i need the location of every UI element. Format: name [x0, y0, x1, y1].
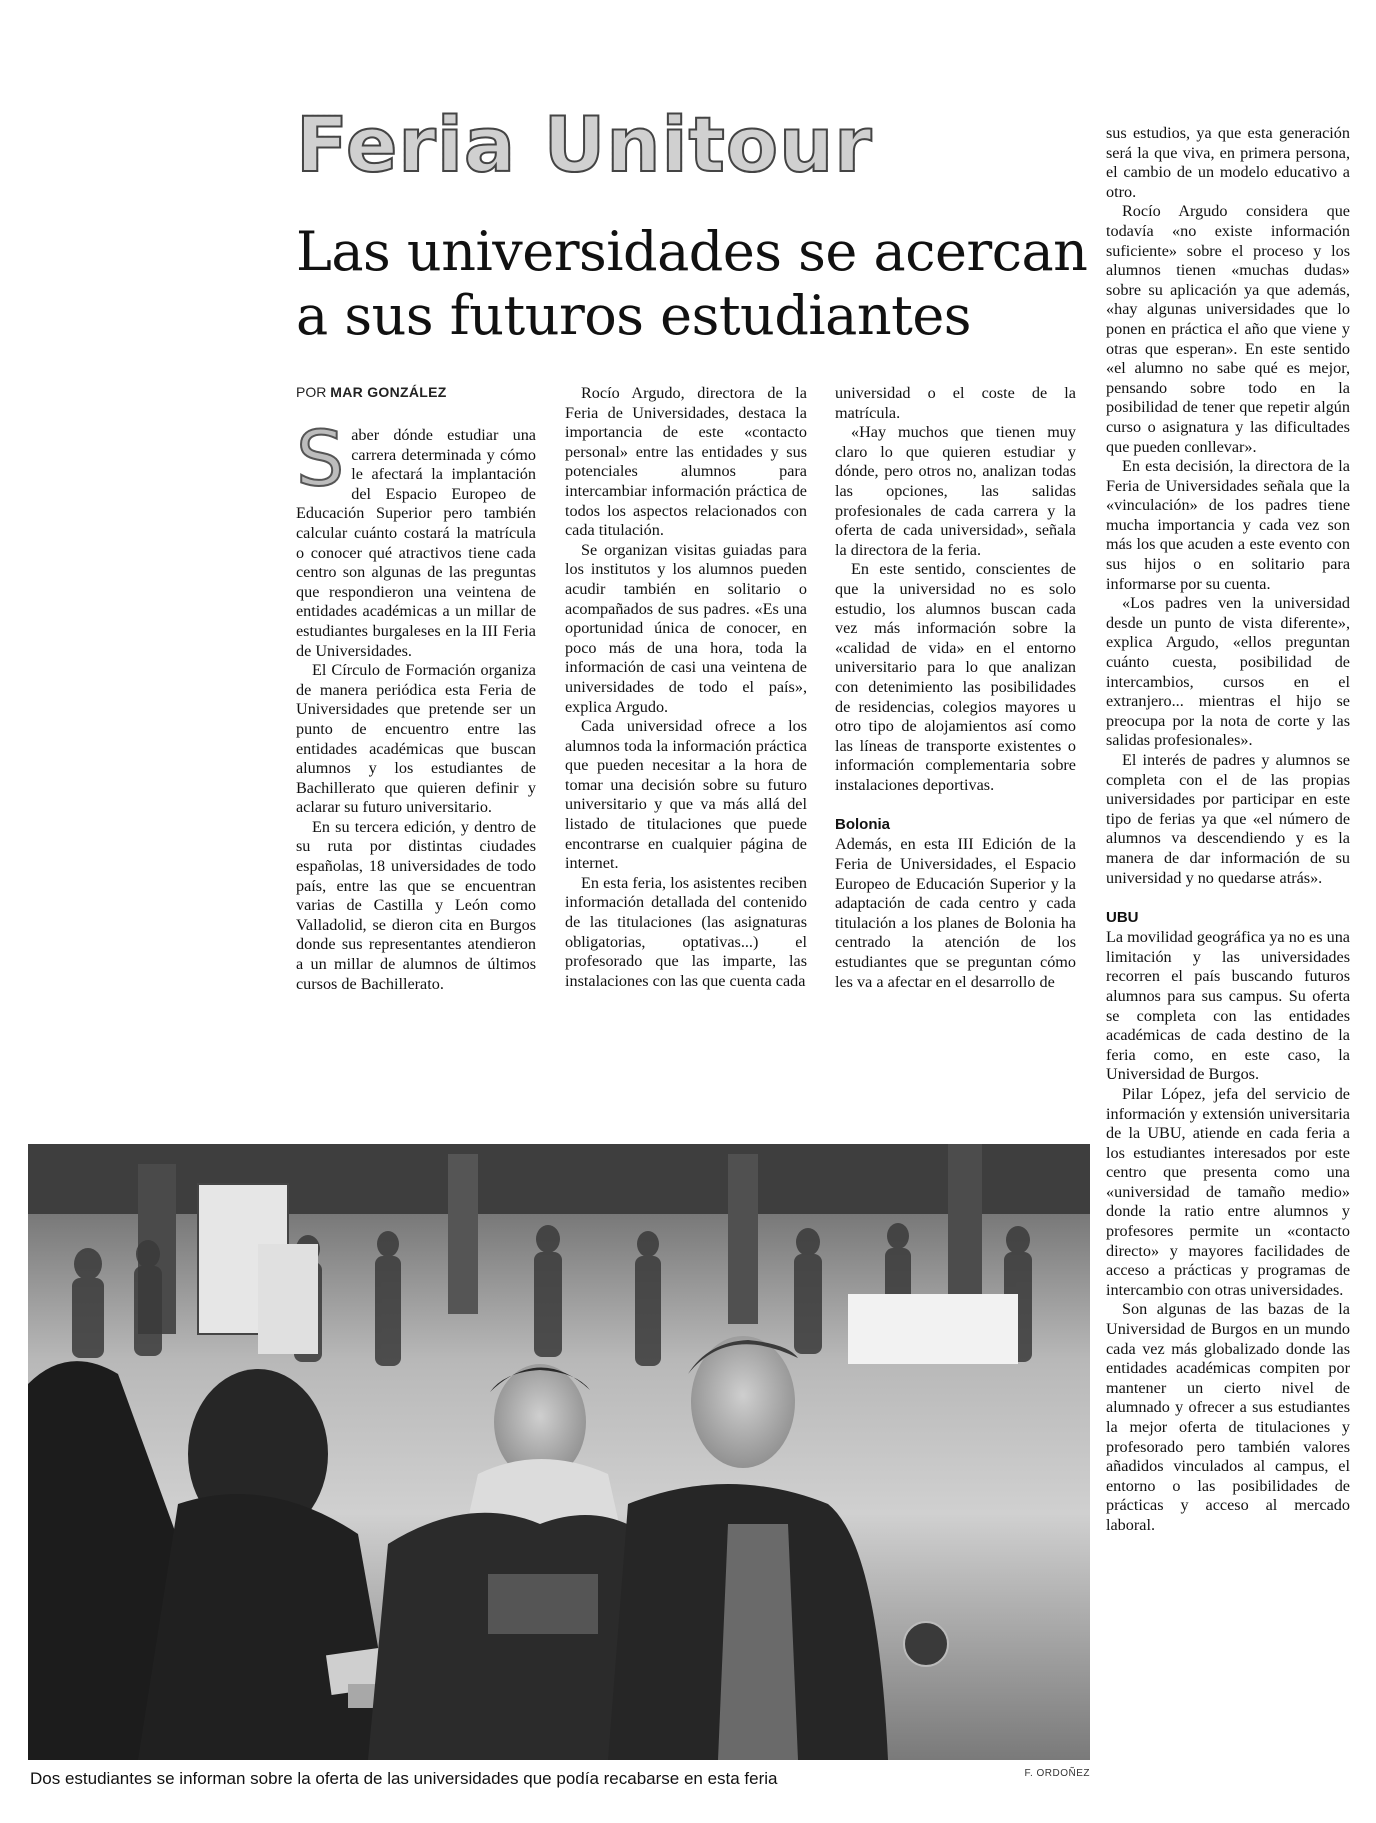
paragraph-text: aber dónde estudiar una carrera determinada y cómo le afectará la implantación del Espacio Europeo de Educación Superior pero también calcular cuánto costará la matrícula o conocer qué atractivos tiene cada centro son algunas de las preguntas que respondieron una veintena de entidades académicas a un millar de estudiantes burgaleses en la III Feria de Universidades. — [296, 426, 536, 660]
paragraph: En esta decisión, la directora de la Feria de Universidades señala que la «vinculación» de los padres tiene mucha importancia y cada vez son más los que acuden a este evento con sus hijos o en solitario para informarse por su cuenta. — [1106, 457, 1350, 593]
paragraph: Pilar López, jefa del servicio de información y extensión universitaria de la UBU, atiende en cada feria a los estudiantes interesados por este centro que presenta como una «universidad de tamaño medio» donde la ratio entre alumnos y profesores permite un «contacto directo» y mayores facilidades de acceso a prácticas y programas de intercambio con otras universidades. — [1106, 1084, 1350, 1299]
paragraph: Rocío Argudo considera que todavía «no existe información suficiente» sobre el proceso y los alumnos tienen «muchas dudas» sobre su aplicación ya que además, «hay algunas universidades que lo ponen en práctica el año que viene y otras que esperan». En este sentido «el alumno no sabe qué es mejor, pensando sobre todo en la posibilidad de tener que repetir algún curso o asignatura y las dificultades que pueden conllevar». — [1106, 202, 1350, 456]
subhead-ubu: UBU — [1106, 909, 1139, 927]
drop-cap: S — [296, 414, 345, 503]
paragraph: En su tercera edición, y dentro de su ruta por distintas ciudades españolas, 18 universidades de todo país, entre las que se encuentran varias de Castilla y León como Valladolid, se dieron cita en Burgos donde sus representantes atendieron a un millar de alumnos de últimos cursos de Bachillerato. — [296, 817, 536, 993]
photo-caption: Dos estudiantes se informan sobre la oferta de las universidades que podía recabarse en esta feria — [30, 1769, 778, 1788]
paragraph: Además, en esta III Edición de la Feria de Universidades, el Espacio Europeo de Educación Superior y la adaptación de cada centro y cada titulación a los planes de Bolonia ha centrado la atención de los estudiantes que se preguntan cómo les va a afectar en el desarrollo de — [835, 835, 1076, 991]
article-column-2 — [565, 384, 807, 1106]
byline-author: MAR GONZÁLEZ — [330, 384, 447, 400]
paragraph: Rocío Argudo, directora de la Feria de Universidades, destaca la importancia de este «contacto personal» entre las entidades y sus potenciales alumnos para intercambiar información práctica de todos los aspectos relacionados con cada titulación. — [565, 384, 807, 540]
paragraph: «Hay muchos que tienen muy claro lo que quieren estudiar y dónde, pero otros no, analizan todas las opciones, las salidas profesionales de cada carrera y la oferta de cada universidad», señala la directora de la feria. — [835, 423, 1076, 559]
paragraph: La movilidad geográfica ya no es una limitación y las universidades recorren el país buscando futuros alumnos para sus campus. Su oferta se completa con las entidades académicas de cada destino de la feria como, en este caso, la Universidad de Burgos. — [1106, 928, 1350, 1084]
paragraph: El interés de padres y alumnos se completa con el de las propias universidades por participar en este tipo de ferias ya que «el número de alumnos va descendiendo y es la manera de dar información de su universidad y no quedarse atrás». — [1106, 751, 1350, 887]
paragraph: Se organizan visitas guiadas para los institutos y los alumnos pueden acudir también en solitario o acompañados de sus padres. «Es una oportunidad única de conocer, en poco más de una hora, toda la información de casi una veintena de universidades de todo el país», explica Argudo. — [565, 540, 807, 716]
news-photo — [28, 1144, 1090, 1760]
paragraph: universidad o el coste de la matrícula. — [835, 384, 1076, 422]
paragraph: «Los padres ven la universidad desde un punto de vista diferente», explica Argudo, «ellos preguntan cuánto cuesta, posibilidad de intercambios, cursos en el extranjero... mientras el hijo se preocupa por la nota de corte y las salidas profesionales». — [1106, 594, 1350, 750]
paragraph: En este sentido, conscientes de que la universidad no es solo estudio, los alumnos buscan cada vez más información sobre la «calidad de vida» en el entorno universitario para lo que analizan con detenimiento las posibilidades de residencias, colegios mayores u otro tipo de alojamientos así como las líneas de transporte existentes o información complementaria sobre instalaciones deportivas. — [835, 560, 1076, 794]
article-column-3 — [835, 384, 1076, 1106]
paragraph — [296, 414, 536, 661]
subhead-bolonia: Bolonia — [835, 816, 890, 834]
paragraph: Son algunas de las bazas de la Universidad de Burgos en un mundo cada vez más globalizado donde las entidades académicas compiten por mantener un cierto nivel de alumnado y ofrecer a sus estudiantes la mejor oferta de titulaciones y profesorado pero también valores añadidos vinculados al campus, el entorno o las posibilidades de prácticas y acceso al mercado laboral. — [1106, 1300, 1350, 1534]
headline — [296, 220, 1096, 348]
paragraph: El Círculo de Formación organiza de manera periódica esta Feria de Universidades que pretende ser un punto de encuentro entre las entidades académicas que buscan alumnos y los estudiantes de Bachillerato que quieren definir y aclarar su futuro universitario. — [296, 661, 536, 817]
article-column-4 — [1106, 124, 1350, 1804]
paragraph: En esta feria, los asistentes reciben información detallada del contenido de las titulaciones (las asignaturas obligatorias, optativas...) el profesorado que las imparte, las instalaciones con las que cuenta cada — [565, 873, 807, 990]
article-column-1 — [296, 414, 536, 1106]
section-kicker: Feria Unitour — [296, 100, 1116, 190]
byline — [296, 384, 536, 400]
photo-illustration — [28, 1144, 1090, 1760]
byline-prefix: POR — [296, 384, 327, 400]
paragraph: sus estudios, ya que esta generación será la que viva, en primera persona, el cambio de un modelo educativo a otro. — [1106, 124, 1350, 201]
paragraph: Cada universidad ofrece a los alumnos toda la información práctica que pueden necesitar a la hora de tomar una decisión sobre su futuro universitario y que va más allá del listado de titulaciones que puede encontrarse en cualquier página de internet. — [565, 717, 807, 873]
photo-credit: F. ORDOÑEZ — [1024, 1768, 1090, 1779]
headline-line-1: Las universidades se acercan — [296, 220, 1088, 283]
headline-line-2: a sus futuros estudiantes — [296, 284, 971, 347]
